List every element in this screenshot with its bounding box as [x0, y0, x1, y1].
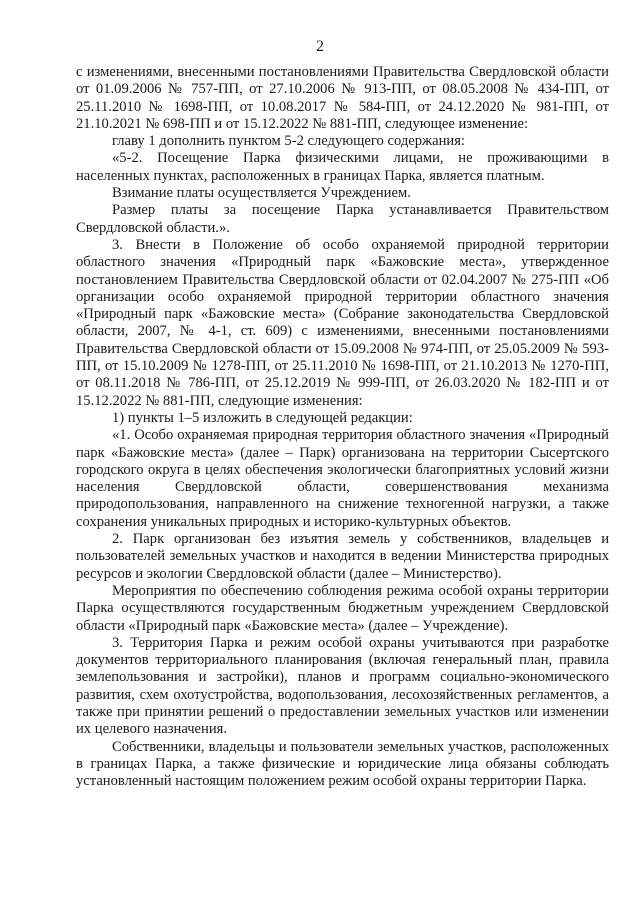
paragraph-protection-measures: Мероприятия по обеспечению соблюдения режима особой охраны территории Парка осуществляются государственным бюджетным учреждением Свердловской области «Природный парк «Бажовские места» (далее – Учреждение). [76, 582, 609, 634]
paragraph-item-5-2: «5-2. Посещение Парка физическими лицами, не проживающими в населенных пунктах, расположенных в границах Парка, является платным. [76, 150, 609, 184]
paragraph-item-3: 3. Внести в Положение об особо охраняемой природной территории областного значения «Природный парк «Бажовские места», утвержденное постановлением Правительства Свердловской области от 02.04.2007 № 275-ПП «Об организации особо охраняемой природной территории областного значения «Природный парк «Бажовские места» (Собрание законодательства Свердловской области, 2007, № 4-1, ст. 609) с изменениями, внесенными постановлениями Правительства Свердловской области от 15.09.2008 № 974-ПП, от 25.05.2009 № 593-ПП, от 15.10.2009 № 1278-ПП, от 25.11.2010 № 1698-ПП, от 21.10.2013 № 1270-ПП, от 08.11.2018 № 786-ПП, от 25.12.2019 № 999-ПП, от 26.03.2020 № 182-ПП и от 15.12.2022 № 881-ПП, следующие изменения: [76, 236, 609, 409]
paragraph-continuation: с изменениями, внесенными постановлениями Правительства Свердловской области от 01.09.2006 № 757-ПП, от 27.10.2006 № 913-ПП, от 08.05.2008 № 434-ПП, от 25.11.2010 № 1698-ПП, от 10.08.2017 № 584-ПП, от 24.12.2020 № 981-ПП, от 21.10.2021 № 698-ПП и от 15.12.2022 № 881-ПП, следующее изменение: [76, 64, 609, 132]
paragraph-fee-collection: Взимание платы осуществляется Учреждением. [112, 185, 411, 202]
paragraph-fee-amount: Размер платы за посещение Парка устанавливается Правительством Свердловской области.». [76, 202, 609, 236]
paragraph-clause-1: «1. Особо охраняемая природная территория областного значения «Природный парк «Бажовские места» (далее – Парк) организована на территории Сысертского городского округа в целях обеспечения экологически благоприятных условий жизни населения Свердловской области, совершенствования механизма природопользования, направленного на снижение техногенной нагрузки, а также сохранения уникальных природных и историко-культурных объектов. [76, 427, 609, 530]
paragraph-chapter-addition: главу 1 дополнить пунктом 5-2 следующего содержания: [112, 133, 465, 150]
paragraph-owners-obligations: Собственники, владельцы и пользователи земельных участков, расположенных в границах Парка, а также физические и юридические лица обязаны соблюдать установленный настоящим положением режим особой охраны территории Парка. [76, 738, 609, 790]
paragraph-clause-2: 2. Парк организован без изъятия земель у собственников, владельцев и пользователей земельных участков и находится в ведении Министерства природных ресурсов и экологии Свердловской области (далее – Министерство). [76, 531, 609, 582]
document-body [76, 64, 609, 790]
page-number: 2 [316, 38, 324, 55]
paragraph-clause-3: 3. Территория Парка и режим особой охраны учитываются при разработке документов территориального планирования (включая генеральный план, правила землепользования и застройки), планов и программ социально-экономического развития, схем охотустройства, водопользования, лесохозяйственных регламентов, а также при принятии решений о предоставлении земельных участков или изменении их целевого назначения. [76, 634, 609, 738]
paragraph-subitem-1: 1) пункты 1–5 изложить в следующей редакции: [112, 409, 413, 426]
